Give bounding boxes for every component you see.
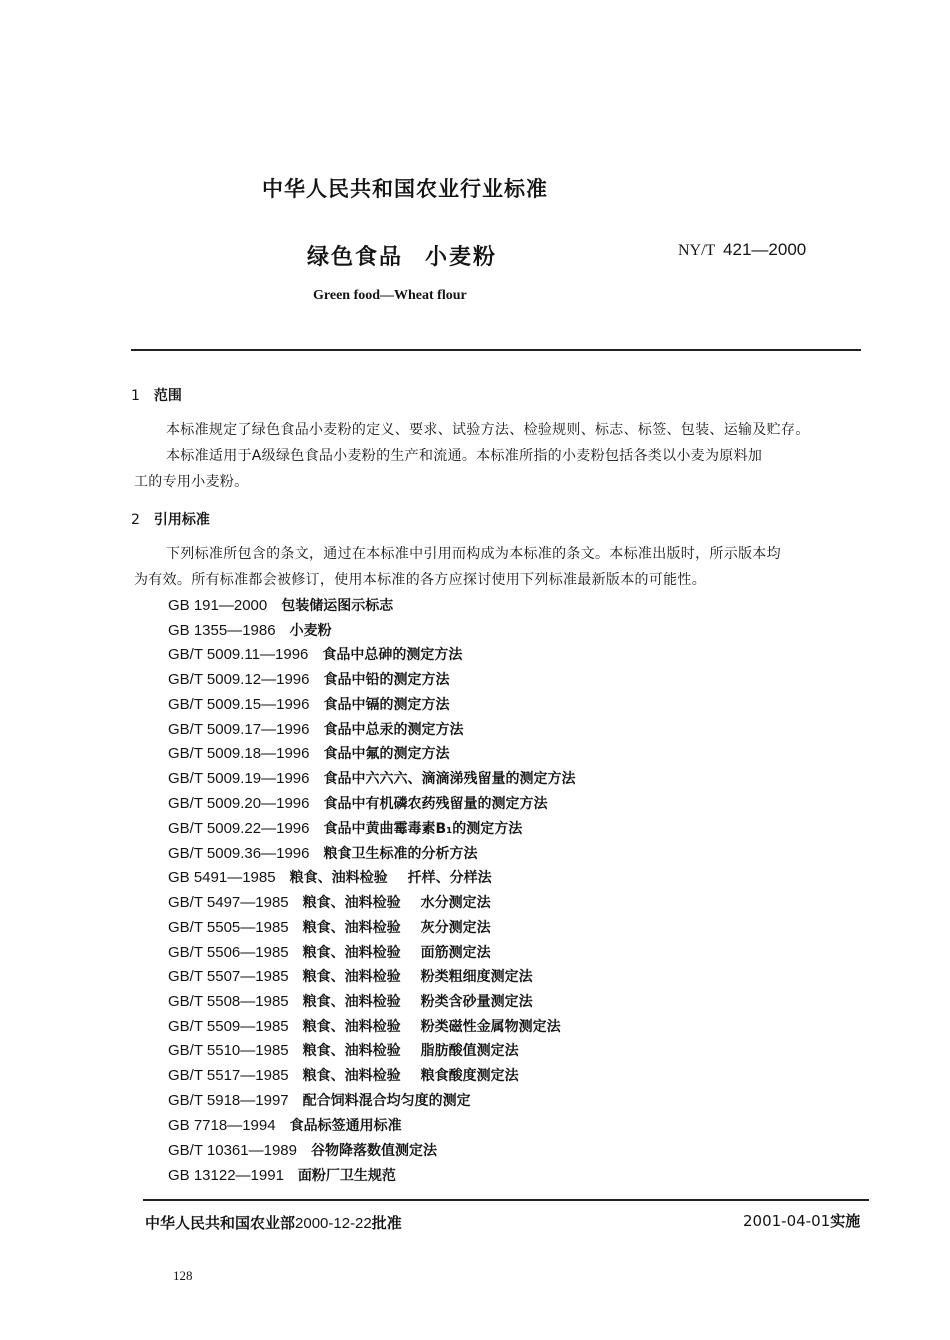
reference-item: GB/T 5009.22—1996 食品中黄曲霉毒素B₁的测定方法 bbox=[168, 820, 523, 837]
reference-item: GB/T 5009.11—1996 食品中总砷的测定方法 bbox=[168, 646, 463, 663]
header-title: 中华人民共和国农业行业标准 bbox=[262, 177, 548, 201]
approve-label: 批准 bbox=[371, 1214, 402, 1232]
section-2-title: 引用标准 bbox=[153, 512, 210, 528]
reference-item: GB/T 5009.19—1996 食品中六六六、滴滴涕残留量的测定方法 bbox=[168, 770, 576, 787]
reference-item: GB/T 5009.17—1996 食品中总汞的测定方法 bbox=[168, 721, 464, 738]
reference-item: GB/T 10361—1989 谷物降落数值测定法 bbox=[168, 1142, 437, 1159]
standard-prefix: NY/T bbox=[678, 242, 716, 259]
reference-item: GB/T 5506—1985 粮食、油料检验 面筋测定法 bbox=[168, 944, 491, 961]
doc-title-part2: 小麦粉 bbox=[425, 245, 498, 270]
impl-label: 实施 bbox=[830, 1212, 861, 1230]
reference-item: GB/T 5517—1985 粮食、油料检验 粮食酸度测定法 bbox=[168, 1067, 519, 1084]
doc-title-en: Green food—Wheat flour bbox=[313, 288, 467, 303]
doc-title-part1: 绿色食品 bbox=[307, 245, 404, 270]
reference-item: GB/T 5497—1985 粮食、油料检验 水分测定法 bbox=[168, 894, 491, 911]
section-2-paragraph-line-2: 为有效。所有标准都会被修订，使用本标准的各方应探讨使用下列标准最新版本的可能性。 bbox=[134, 572, 706, 588]
reference-item: GB/T 5009.36—1996 粮食卫生标准的分析方法 bbox=[168, 845, 478, 862]
reference-item: GB/T 5510—1985 粮食、油料检验 脂肪酸值测定法 bbox=[168, 1042, 519, 1059]
reference-item: GB/T 5508—1985 粮食、油料检验 粉类含砂量测定法 bbox=[168, 993, 533, 1010]
reference-item: GB 1355—1986 小麦粉 bbox=[168, 622, 332, 639]
reference-item: GB/T 5009.15—1996 食品中镉的测定方法 bbox=[168, 696, 450, 713]
section-2-paragraph-line-1: 下列标准所包含的条文，通过在本标准中引用而构成为本标准的条文。本标准出版时，所示版本均 bbox=[166, 546, 781, 562]
section-1-paragraph-1: 本标准规定了绿色食品小麦粉的定义、要求、试验方法、检验规则、标志、标签、包装、运输及贮存。 bbox=[166, 422, 810, 438]
impl-date: 2001-04-01 bbox=[743, 1212, 831, 1230]
reference-item: GB 7718—1994 食品标签通用标准 bbox=[168, 1117, 402, 1134]
section-1-number: 1 bbox=[131, 388, 140, 404]
section-1-paragraph-2-line-1: 本标准适用于A级绿色食品小麦粉的生产和流通。本标准所指的小麦粉包括各类以小麦为原料加 bbox=[166, 448, 763, 464]
reference-item: GB 191—2000 包装储运图示标志 bbox=[168, 597, 394, 614]
section-1-paragraph-2-line-2: 工的专用小麦粉。 bbox=[134, 474, 249, 490]
reference-item: GB/T 5918—1997 配合饲料混合均匀度的测定 bbox=[168, 1092, 471, 1109]
standard-number bbox=[678, 240, 806, 260]
section-1-heading bbox=[131, 385, 182, 405]
page-number: 128 bbox=[173, 1268, 193, 1283]
footer-divider bbox=[143, 1199, 869, 1201]
reference-item: GB/T 5009.12—1996 食品中铅的测定方法 bbox=[168, 671, 450, 688]
reference-item: GB 5491—1985 粮食、油料检验 扦样、分样法 bbox=[168, 869, 492, 886]
reference-item: GB/T 5507—1985 粮食、油料检验 粉类粗细度测定法 bbox=[168, 968, 533, 985]
section-1-title: 范围 bbox=[153, 388, 182, 404]
issuer: 中华人民共和国农业部 bbox=[145, 1214, 296, 1232]
header-divider bbox=[131, 349, 861, 351]
reference-item: GB/T 5009.18—1996 食品中氟的测定方法 bbox=[168, 745, 450, 762]
reference-item: GB/T 5509—1985 粮食、油料检验 粉类磁性金属物测定法 bbox=[168, 1018, 561, 1035]
reference-item: GB 13122—1991 面粉厂卫生规范 bbox=[168, 1167, 396, 1184]
doc-title-cn bbox=[307, 240, 497, 271]
approve-date: 2000-12-22 bbox=[295, 1215, 372, 1232]
approval-line bbox=[145, 1212, 402, 1233]
implementation-line bbox=[743, 1210, 860, 1231]
reference-item: GB/T 5009.20—1996 食品中有机磷农药残留量的测定方法 bbox=[168, 795, 548, 812]
standard-code: 421—2000 bbox=[723, 240, 807, 259]
section-2-heading bbox=[131, 509, 210, 529]
section-2-number: 2 bbox=[131, 512, 140, 528]
reference-item: GB/T 5505—1985 粮食、油料检验 灰分测定法 bbox=[168, 919, 491, 936]
